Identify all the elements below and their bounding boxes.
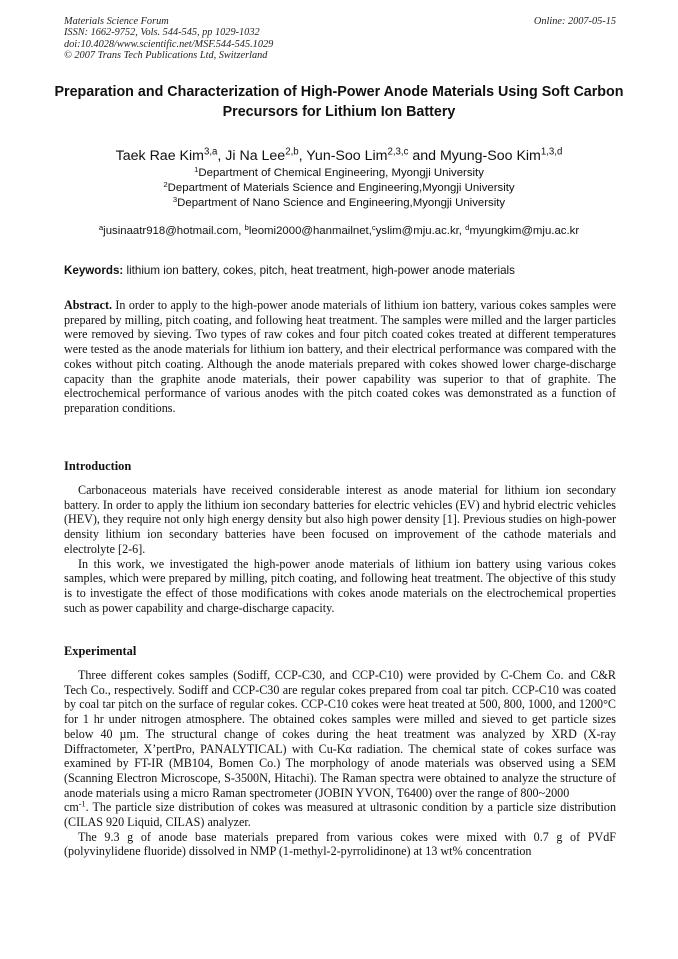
affiliation-list bbox=[40, 166, 638, 211]
author-separator: and bbox=[408, 148, 440, 164]
email-sup: b bbox=[244, 222, 249, 232]
email-address: yslim@mju.ac.kr, bbox=[375, 225, 466, 237]
author-separator: , bbox=[217, 148, 226, 164]
unit-sup: -1 bbox=[78, 799, 86, 809]
author-affil-sup: 3,a bbox=[203, 146, 218, 158]
author-affil-sup: 2,3,c bbox=[387, 146, 409, 158]
journal-copyright: © 2007 Trans Tech Publications Ltd, Switzerland bbox=[64, 49, 268, 61]
author-name: Ji Na Lee bbox=[225, 148, 286, 164]
email-sup: d bbox=[465, 222, 470, 232]
paragraph: The 9.3 g of anode base materials prepared from various cokes were mixed with 0.7 g of PVdF (polyvinylidene fluoride) dissolved in NMP (1-methyl-2-pyrrolidinone) at 13 wt% concentration bbox=[64, 829, 616, 859]
abstract-label: Abstract. bbox=[64, 298, 113, 312]
affiliation bbox=[40, 166, 638, 181]
paragraph-text: Three different cokes samples (Sodiff, CCP-C30, and CCP-C10) were provided by C-Chem Co. and C&R Tech Co., respectively. Sodiff and CCP-C30 are regular cokes prepared from coal tar pitch. CCP-C10 was coated by coal tar pitch on the surface of regular cokes. CCP-C10 cokes were heat treated at 500, 800, 1000, and 1200°C for 1 hr under nitrogen atmosphere. The obtained cokes samples were milled and sieved to get particle sizes below 40 µm. The structural change of cokes during the heat treatment was analyzed by XRD (X-ray Diffractometer, X’pertPro, PANALYTICAL) with Cu-Kα radiation. The chemical state of cokes surface was examined by FT-IR (MB104, Bomen Co.) The morphology of anode materials was observed using a SEM (Scanning Electron Microscope, S-3500N, Hitachi). The Raman spectra were obtained to analyze the structure of anode materials using a micro Raman spectrometer (JOBIN YVON, T6400) over the range of 800~2000 bbox=[64, 668, 616, 800]
affiliation-sup: 2 bbox=[163, 179, 168, 189]
author-separator: , bbox=[298, 148, 307, 164]
author-name: Myung-Soo Kim bbox=[439, 148, 541, 164]
affiliation-text: Department of Nano Science and Engineering,Myongji University bbox=[177, 197, 506, 209]
keywords bbox=[64, 263, 616, 278]
paper-title: Preparation and Characterization of High-Power Anode Materials Using Soft Carbon Precursors for Lithium Ion Battery bbox=[54, 84, 624, 120]
affiliation-text: Department of Materials Science and Engineering,Myongji University bbox=[167, 182, 515, 194]
abstract bbox=[64, 298, 616, 416]
paragraph: In this work, we investigated the high-power anode materials of lithium ion battery using various cokes samples, which were prepared by milling, pitch coating, and following heat treatment. The objective of this study is to investigate the effect of those modifications with cokes anode materials on the electrochemical properties such as power capability and charge-discharge capacity. bbox=[64, 556, 616, 615]
author-name: Yun-Soo Lim bbox=[306, 148, 388, 164]
affiliation bbox=[40, 181, 638, 196]
paragraph bbox=[64, 668, 616, 830]
unit-text: cm bbox=[64, 800, 79, 815]
experimental-heading: Experimental bbox=[64, 644, 137, 658]
affiliation-text: Department of Chemical Engineering, Myongji University bbox=[198, 167, 484, 179]
email-sup: a bbox=[98, 222, 104, 232]
abstract-text: In order to apply to the high-power anode materials of lithium ion battery, various cokes samples were prepared by milling, pitch coating, and following heat treatment. The samples were milled and the larger particles were removed by sieving. Two types of raw cokes and four pitch coated cokes treated at different temperatures were tested as the anode materials for lithium ion battery, and their electrical performance was compared with the cokes without pitch coating. Although the anode materials prepared with cokes showed lower charge-discharge capacity than the graphite anode materials, their power capability was superior to that of graphite. The electrochemical performance of various anodes with the pitch coated cokes was demonstrated as a function of preparation conditions. bbox=[64, 298, 616, 415]
journal-name: Materials Science Forum bbox=[64, 16, 169, 27]
email-sup: c bbox=[371, 222, 376, 232]
journal-doi: doi:10.4028/www.scientific.net/MSF.544-545.1029 bbox=[64, 38, 274, 50]
paragraph-text: . The particle size distribution of cokes was measured at ultrasonic condition by a particle size distribution (CILAS 920 Liquid, CILAS) analyzer. bbox=[64, 800, 616, 830]
email-address: jusinaatr918@hotmail.com, bbox=[103, 225, 245, 237]
author-list bbox=[40, 146, 638, 166]
email-address: myungkim@mju.ac.kr bbox=[469, 225, 580, 237]
online-date: Online: 2007-05-15 bbox=[533, 16, 616, 27]
email-list bbox=[40, 224, 638, 239]
paragraph: Carbonaceous materials have received considerable interest as anode material for lithium ion secondary battery. In order to apply the lithium ion secondary batteries for electric vehicles (EV) and hybrid electric vehicles (HEV), they require not only high energy density but also high power density [1]. Previous studies on high-power density lithium ion secondary batteries have been focused on improvement of the cathode materials and electrolyte [2-6]. bbox=[64, 483, 616, 556]
introduction-body bbox=[64, 483, 616, 615]
author-affil-sup: 1,3,d bbox=[540, 146, 563, 158]
affiliation bbox=[40, 196, 638, 211]
affiliation-sup: 3 bbox=[172, 194, 178, 204]
keywords-label: Keywords: bbox=[64, 264, 124, 277]
affiliation-sup: 1 bbox=[194, 164, 199, 174]
introduction-heading: Introduction bbox=[64, 459, 132, 473]
keywords-text: lithium ion battery, cokes, pitch, heat treatment, high-power anode materials bbox=[126, 264, 515, 277]
author-name: Taek Rae Kim bbox=[115, 148, 204, 164]
experimental-body bbox=[64, 668, 616, 859]
email-address: leomi2000@hanmailnet, bbox=[248, 225, 372, 237]
journal-header bbox=[64, 16, 616, 61]
author-affil-sup: 2,b bbox=[285, 146, 299, 158]
journal-issn: ISSN: 1662-9752, Vols. 544-545, pp 1029-1032 bbox=[64, 27, 260, 39]
